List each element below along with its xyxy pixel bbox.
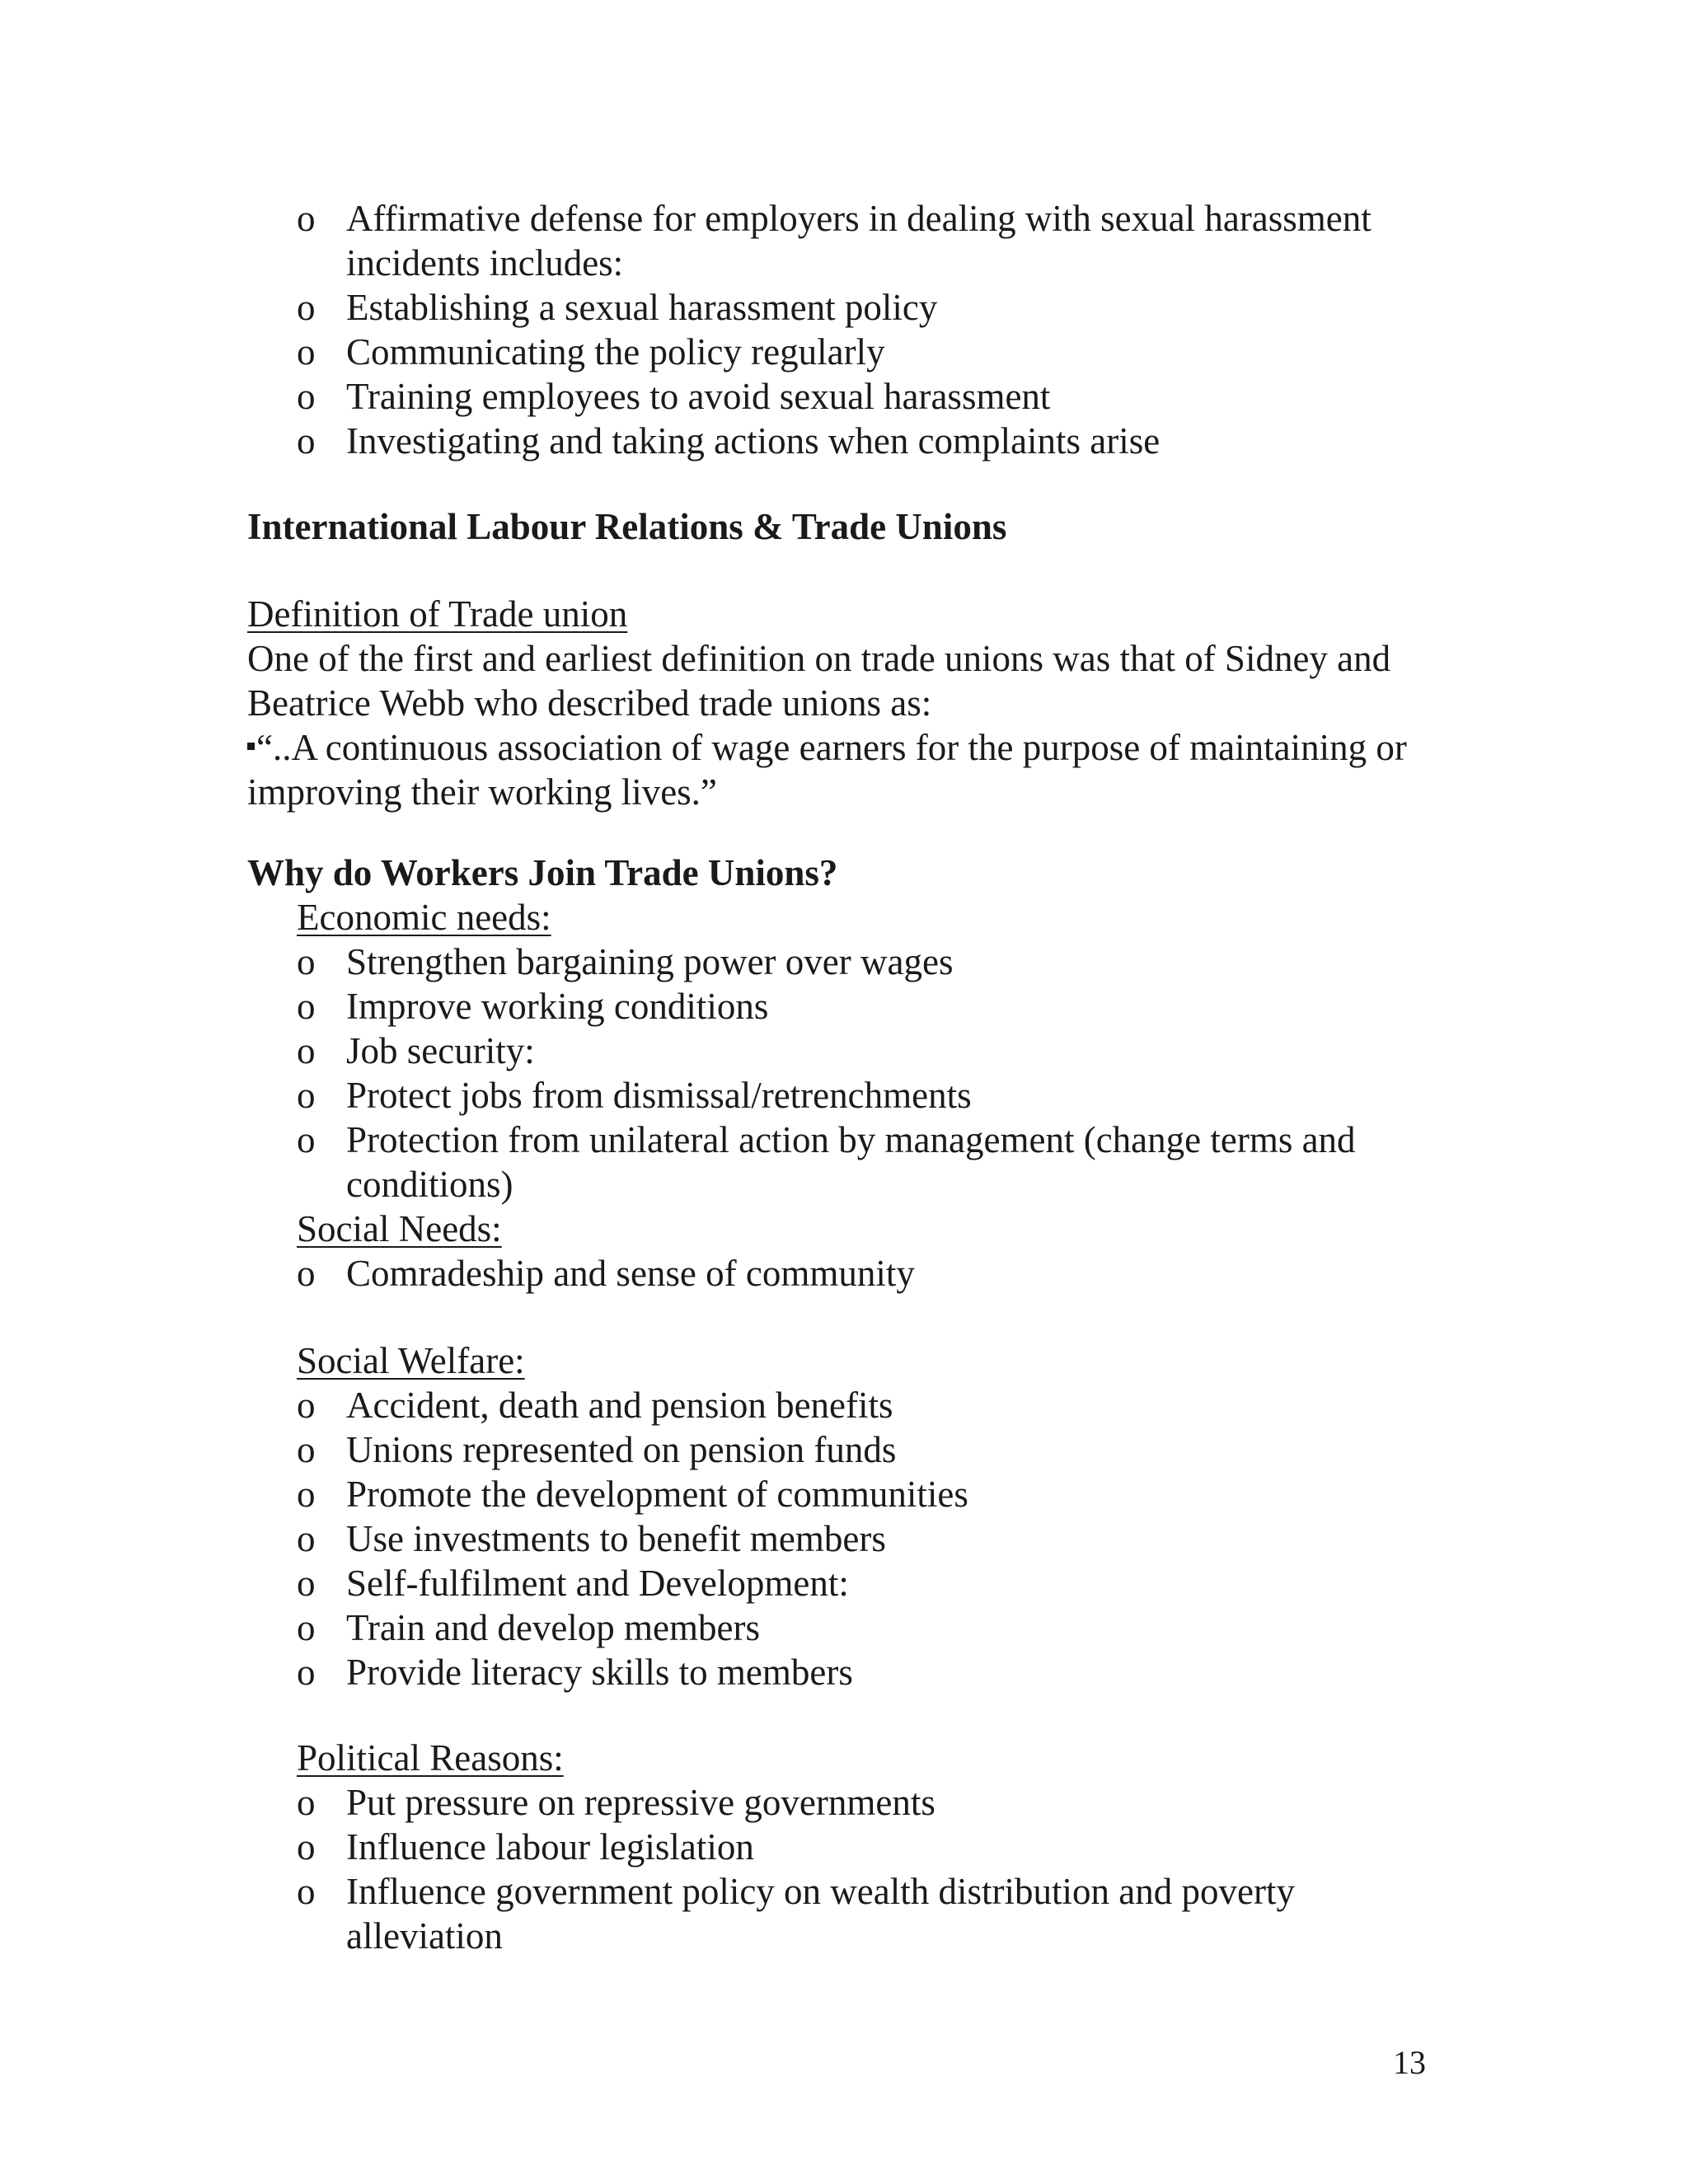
bullet-marker: o — [297, 941, 316, 982]
list-item-text: Use investments to benefit members — [346, 1518, 886, 1559]
quote-text: “..A continuous association of wage earners for the purpose of maintaining or — [256, 727, 1407, 768]
bullet-marker: o — [297, 1782, 316, 1823]
list-item-text: Put pressure on repressive governments — [346, 1782, 935, 1823]
list-item-text: Train and develop members — [346, 1607, 760, 1648]
list-item-text: Improve working conditions — [346, 986, 769, 1027]
square-bullet-icon — [247, 743, 255, 750]
list-item-text: Protection from unilateral action by management (change terms and — [346, 1119, 1356, 1160]
paragraph-line: One of the first and earliest definition on trade unions was that of Sidney and — [247, 638, 1391, 679]
bullet-marker: o — [297, 1119, 316, 1160]
category-label: Economic needs: — [297, 897, 551, 938]
list-item-text: Job security: — [346, 1030, 535, 1071]
list-item-text: Provide literacy skills to members — [346, 1652, 853, 1693]
list-item-text: Accident, death and pension benefits — [346, 1385, 893, 1426]
page-number: 13 — [1393, 2044, 1426, 2081]
quote-line — [247, 725, 1407, 770]
list-item-text: Protect jobs from dismissal/retrenchments — [346, 1075, 972, 1116]
bullet-marker: o — [297, 420, 316, 462]
bullet-marker: o — [297, 1474, 316, 1515]
list-item-text: Establishing a sexual harassment policy — [346, 287, 938, 328]
bullet-marker: o — [297, 1385, 316, 1426]
list-item-text: Strengthen bargaining power over wages — [346, 941, 954, 982]
list-item-continuation: conditions) — [346, 1164, 513, 1205]
bullet-marker: o — [297, 1871, 316, 1912]
list-item-continuation: incidents includes: — [346, 242, 624, 284]
bullet-marker: o — [297, 1253, 316, 1294]
category-label: Social Welfare: — [297, 1340, 525, 1381]
bullet-marker: o — [297, 1518, 316, 1559]
list-item-text: Influence government policy on wealth distribution and poverty — [346, 1871, 1295, 1912]
category-label: Social Needs: — [297, 1208, 502, 1249]
list-item-text: Influence labour legislation — [346, 1826, 754, 1868]
list-item-continuation: alleviation — [346, 1915, 503, 1957]
bullet-marker: o — [297, 986, 316, 1027]
bullet-marker: o — [297, 1563, 316, 1604]
bullet-marker: o — [297, 1607, 316, 1648]
paragraph-line: Beatrice Webb who described trade unions as: — [247, 682, 932, 724]
bullet-marker: o — [297, 1652, 316, 1693]
bullet-marker: o — [297, 1429, 316, 1470]
category-label: Political Reasons: — [297, 1737, 564, 1779]
bullet-marker: o — [297, 198, 316, 239]
bullet-marker: o — [297, 331, 316, 373]
list-item-text: Unions represented on pension funds — [346, 1429, 897, 1470]
list-item-text: Investigating and taking actions when complaints arise — [346, 420, 1160, 462]
list-item-text: Self-fulfilment and Development: — [346, 1563, 849, 1604]
list-item-text: Affirmative defense for employers in dealing with sexual harassment — [346, 198, 1372, 239]
bullet-marker: o — [297, 1826, 316, 1868]
subheading: Definition of Trade union — [247, 593, 628, 635]
bullet-marker: o — [297, 376, 316, 417]
quote-line: improving their working lives.” — [247, 771, 717, 813]
list-item-text: Training employees to avoid sexual harassment — [346, 376, 1051, 417]
list-item-text: Communicating the policy regularly — [346, 331, 885, 373]
section-heading: International Labour Relations & Trade Unions — [247, 506, 1007, 547]
bullet-marker: o — [297, 287, 316, 328]
list-item-text: Promote the development of communities — [346, 1474, 968, 1515]
bullet-marker: o — [297, 1030, 316, 1071]
section-heading: Why do Workers Join Trade Unions? — [247, 852, 838, 893]
list-item-text: Comradeship and sense of community — [346, 1253, 915, 1294]
bullet-marker: o — [297, 1075, 316, 1116]
